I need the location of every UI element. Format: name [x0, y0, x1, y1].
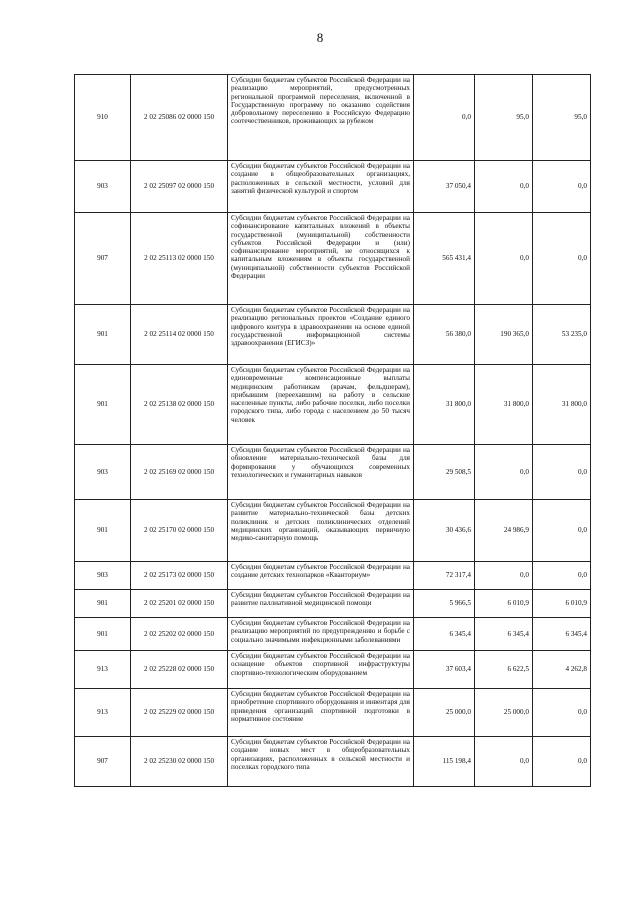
description-cell: Субсидии бюджетам субъектов Российской Федерации на реализацию мероприятий по предупреждению и борьбе с социально значимыми инфекционными заболеваниями	[228, 618, 414, 651]
budget-code-cell: 2 02 25097 02 0000 150	[131, 161, 228, 213]
amount-year3-cell: 0,0	[533, 161, 591, 213]
amount-year2-cell: 0,0	[475, 161, 533, 213]
budget-code-cell: 2 02 25202 02 0000 150	[131, 618, 228, 651]
table-row	[75, 689, 591, 737]
amount-year1-cell: 25 000,0	[414, 689, 475, 737]
amount-year3-cell: 0,0	[533, 213, 591, 305]
amount-year2-cell: 6 345,4	[475, 618, 533, 651]
budget-code-cell: 2 02 25086 02 0000 150	[131, 75, 228, 161]
description-cell: Субсидии бюджетам субъектов Российской Федерации на единовременные компенсационные выплаты медицинским работникам (врачам, фельдшерам), прибывшим (переехавшим) на работу в сельские населенные пункты, либо рабочие поселки, либо поселки городского типа, либо города с населением до 50 тысяч человек	[228, 365, 414, 445]
table-row	[75, 445, 591, 500]
table-row	[75, 651, 591, 689]
amount-year3-cell: 0,0	[533, 737, 591, 787]
description-cell: Субсидии бюджетам субъектов Российской Федерации на развитие материально-технической базы детских поликлиник и детских поликлинических отделений медицинских организаций, оказывающих первичную медико-санитарную помощь	[228, 500, 414, 562]
description-cell: Субсидии бюджетам субъектов Российской Федерации на приобретение спортивного оборудования и инвентаря для приведения организаций спортивной подготовки в нормативное состояние	[228, 689, 414, 737]
amount-year3-cell: 0,0	[533, 500, 591, 562]
table-row	[75, 213, 591, 305]
amount-year2-cell: 0,0	[475, 445, 533, 500]
table-row	[75, 500, 591, 562]
amount-year1-cell: 115 198,4	[414, 737, 475, 787]
amount-year2-cell: 0,0	[475, 213, 533, 305]
amount-year2-cell: 0,0	[475, 562, 533, 590]
amount-year3-cell: 0,0	[533, 562, 591, 590]
table-row	[75, 737, 591, 787]
admin-code-cell: 907	[75, 213, 131, 305]
amount-year3-cell: 0,0	[533, 689, 591, 737]
admin-code-cell: 907	[75, 737, 131, 787]
budget-code-cell: 2 02 25229 02 0000 150	[131, 689, 228, 737]
amount-year1-cell: 37 050,4	[414, 161, 475, 213]
table-row	[75, 365, 591, 445]
amount-year1-cell: 0,0	[414, 75, 475, 161]
amount-year2-cell: 6 622,5	[475, 651, 533, 689]
amount-year3-cell: 6 345,4	[533, 618, 591, 651]
budget-code-cell: 2 02 25170 02 0000 150	[131, 500, 228, 562]
description-cell: Субсидии бюджетам субъектов Российской Федерации на развитие паллиативной медицинской помощи	[228, 590, 414, 618]
amount-year2-cell: 95,0	[475, 75, 533, 161]
description-cell: Субсидии бюджетам субъектов Российской Федерации на создание в общеобразовательных организациях, расположенных в сельской местности, условий для занятий физической культурой и спортом	[228, 161, 414, 213]
amount-year1-cell: 565 431,4	[414, 213, 475, 305]
description-cell: Субсидии бюджетам субъектов Российской Федерации на оснащение объектов спортивной инфраструктуры спортивно-технологическим оборудованием	[228, 651, 414, 689]
amount-year1-cell: 37 603,4	[414, 651, 475, 689]
budget-code-cell: 2 02 25201 02 0000 150	[131, 590, 228, 618]
amount-year1-cell: 29 508,5	[414, 445, 475, 500]
amount-year2-cell: 31 800,0	[475, 365, 533, 445]
admin-code-cell: 901	[75, 365, 131, 445]
description-cell: Субсидии бюджетам субъектов Российской Федерации на реализацию региональных проектов «Создание единого цифрового контура в здравоохранении на основе единой государственной информационной системы здравоохранения (ЕГИСЗ)»	[228, 305, 414, 365]
amount-year2-cell: 6 010,9	[475, 590, 533, 618]
description-cell: Субсидии бюджетам субъектов Российской Федерации на обновление материально-технической базы для формирования у обучающихся современных технологических и гуманитарных навыков	[228, 445, 414, 500]
budget-table	[74, 74, 591, 787]
budget-code-cell: 2 02 25138 02 0000 150	[131, 365, 228, 445]
description-cell: Субсидии бюджетам субъектов Российской Федерации на реализацию мероприятий, предусмотренных региональной программой переселения, включенной в Государственную программу по оказанию содействия добровольному переселению в Российскую Федерацию соотечественников, проживающих за рубежом	[228, 75, 414, 161]
table-row	[75, 618, 591, 651]
budget-code-cell: 2 02 25173 02 0000 150	[131, 562, 228, 590]
amount-year2-cell: 190 365,0	[475, 305, 533, 365]
admin-code-cell: 901	[75, 500, 131, 562]
admin-code-cell: 901	[75, 590, 131, 618]
amount-year1-cell: 6 345,4	[414, 618, 475, 651]
amount-year2-cell: 24 986,9	[475, 500, 533, 562]
budget-code-cell: 2 02 25114 02 0000 150	[131, 305, 228, 365]
amount-year3-cell: 95,0	[533, 75, 591, 161]
amount-year2-cell: 25 000,0	[475, 689, 533, 737]
table-row	[75, 161, 591, 213]
budget-code-cell: 2 02 25230 02 0000 150	[131, 737, 228, 787]
amount-year3-cell: 53 235,0	[533, 305, 591, 365]
budget-code-cell: 2 02 25169 02 0000 150	[131, 445, 228, 500]
admin-code-cell: 903	[75, 161, 131, 213]
admin-code-cell: 901	[75, 305, 131, 365]
admin-code-cell: 913	[75, 689, 131, 737]
amount-year1-cell: 56 380,0	[414, 305, 475, 365]
amount-year1-cell: 30 436,6	[414, 500, 475, 562]
amount-year2-cell: 0,0	[475, 737, 533, 787]
table-row	[75, 75, 591, 161]
admin-code-cell: 910	[75, 75, 131, 161]
amount-year1-cell: 31 800,0	[414, 365, 475, 445]
amount-year3-cell: 0,0	[533, 445, 591, 500]
description-cell: Субсидии бюджетам субъектов Российской Федерации на создание новых мест в общеобразовательных организациях, расположенных в сельской местности и поселках городского типа	[228, 737, 414, 787]
table-row	[75, 562, 591, 590]
amount-year3-cell: 6 010,9	[533, 590, 591, 618]
description-cell: Субсидии бюджетам субъектов Российской Федерации на создание детских технопарков «Кванториум»	[228, 562, 414, 590]
admin-code-cell: 903	[75, 562, 131, 590]
amount-year1-cell: 5 966,5	[414, 590, 475, 618]
amount-year3-cell: 31 800,0	[533, 365, 591, 445]
amount-year3-cell: 4 262,8	[533, 651, 591, 689]
budget-code-cell: 2 02 25228 02 0000 150	[131, 651, 228, 689]
admin-code-cell: 913	[75, 651, 131, 689]
admin-code-cell: 901	[75, 618, 131, 651]
budget-code-cell: 2 02 25113 02 0000 150	[131, 213, 228, 305]
table-row	[75, 305, 591, 365]
description-cell: Субсидии бюджетам субъектов Российской Федерации на софинансирование капитальных вложений в объекты государственной (муниципальной) собственности субъектов Российской Федерации и (или) софинансирование мероприятий, не относящихся к капитальным вложениям в объекты государственной (муниципальной) собственности субъектов Российской Федерации	[228, 213, 414, 305]
amount-year1-cell: 72 317,4	[414, 562, 475, 590]
table-row	[75, 590, 591, 618]
page-number: 8	[316, 30, 324, 45]
admin-code-cell: 903	[75, 445, 131, 500]
